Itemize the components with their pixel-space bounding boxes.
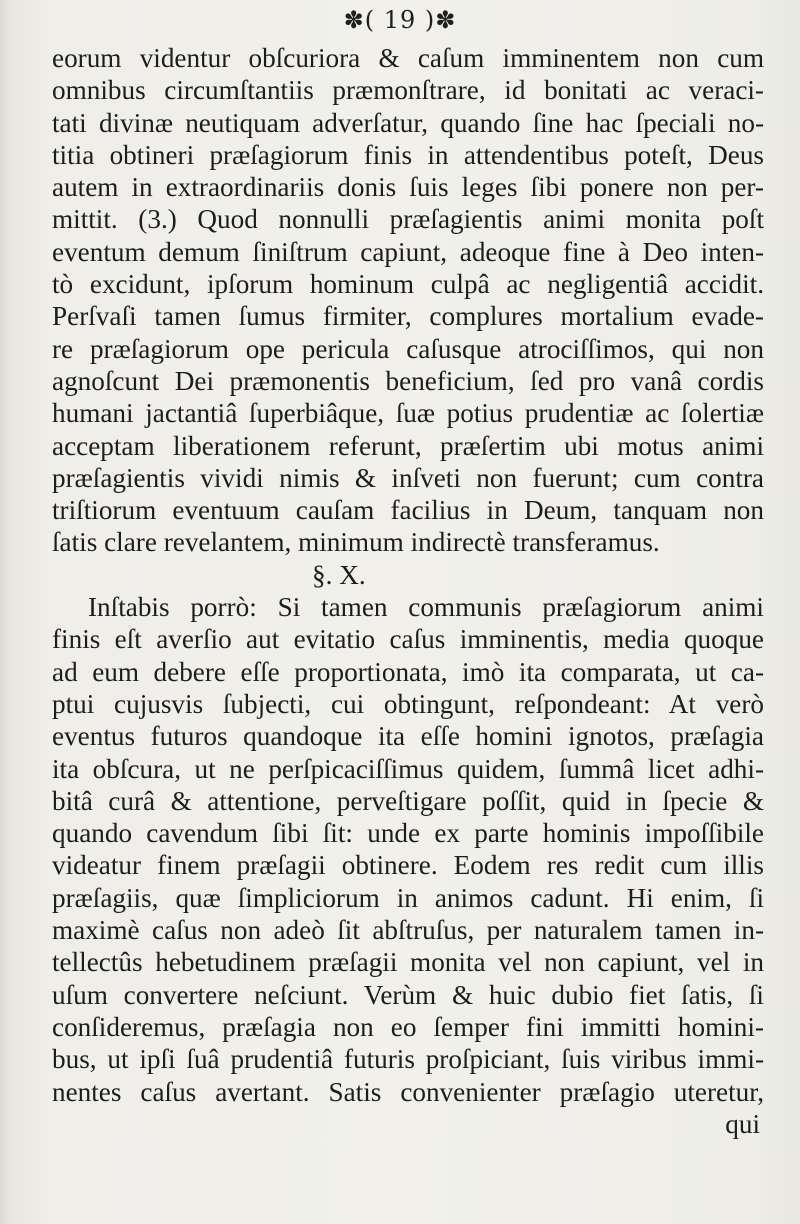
text-line: mittit. (3.) Quod nonnulli præſagientis animi monita poſt [52,204,764,235]
text-line: quando cavendum ſibi ſit: unde ex parte hominis impoſſibile [52,818,764,849]
text-line: bitâ curâ & attentione, perveſtigare poſſit, quid in ſpecie & [52,785,764,816]
text-line: humani jactantiâ ſuperbiâque, ſuæ potius prudentiæ ac ſolertiæ [52,398,764,429]
page-gutter [0,0,10,1224]
text-line: præſagiis, quæ ſimpliciorum in animos cadunt. Hi enim, ſi [52,882,764,913]
text-line: ita obſcura, ut ne perſpicaciſſimus quidem, ſummâ licet adhi- [52,753,764,784]
text-line: re præſagiorum ope pericula caſusque atrociſſimos, qui non [52,333,764,364]
text-line: omnibus circumſtantiis præmonſtrare, id bonitati ac veraci- [52,75,764,106]
text-line: nentes caſus avertant. Satis convenienter præſagio uteretur, [52,1076,764,1107]
text-line: autem in extraordinariis donis ſuis leges ſibi ponere non per- [52,172,764,203]
catchword: qui [725,1108,760,1139]
text-line: eventum demum ſiniſtrum capiunt, adeoque fine à Deo inten- [52,236,764,267]
text-line: eorum videntur obſcuriora & caſum imminentem non cum [52,43,764,73]
text-line: bus, ut ipſi ſuâ prudentiâ futuris proſpiciant, ſuis viribus immi- [52,1044,764,1075]
text-line: uſum convertere neſciunt. Verùm & huic dubio fiet ſatis, ſi [52,979,764,1010]
text-line: præſagientis vividi nimis & inſveti non fuerunt; cum contra [52,462,764,493]
paragraph-last-line: ſatis clare revelantem, minimum indirectè transferamus. [52,527,660,558]
text-line: tellectûs hebetudinem præſagii monita vel non capiunt, vel in [52,947,764,978]
text-line: triſtiorum eventuum cauſam facilius in Deum, tanquam non [52,495,764,526]
text-line: ptui cujusvis ſubjecti, cui obtingunt, reſpondeant: At verò [52,688,764,719]
text-line: videatur finem præſagii obtinere. Eodem res redit cum illis [52,850,764,881]
text-line: tò excidunt, ipſorum hominum culpâ ac negligentiâ accidit. [52,269,764,300]
text-line: conſideremus, præſagia non eo ſemper fini immitti homini- [52,1011,764,1042]
paragraph-first-line: Inſtabis porrò: Si tamen communis præſagiorum animi [88,592,764,623]
page-number-header: ✽( 19 )✽ [343,6,457,34]
text-line: titia obtineri præſagiorum finis in attendentibus poteſt, Deus [52,139,764,170]
body-text [52,42,764,1140]
text-line: maximè caſus non adeò ſit abſtruſus, per naturalem tamen in- [52,915,764,946]
text-line: agnoſcunt Dei præmonentis beneficium, ſed pro vanâ cordis [52,365,764,396]
text-line: finis eſt averſio aut evitatio caſus imminentis, media quoque [52,624,764,655]
text-line: acceptam liberationem referunt, præſertim ubi motus animi [52,430,764,461]
text-line: ad eum debere eſſe proportionata, imò ita comparata, ut ca- [52,656,764,687]
text-line: tati divinæ neutiquam adverſatur, quando ſine hac ſpeciali no- [52,107,764,138]
text-line: eventus futuros quandoque ita eſſe homini ignotos, præſagia [52,721,764,752]
section-heading: §. X. [312,559,366,590]
text-line: Perſvaſi tamen ſumus firmiter, complures mortalium evade- [52,301,764,332]
